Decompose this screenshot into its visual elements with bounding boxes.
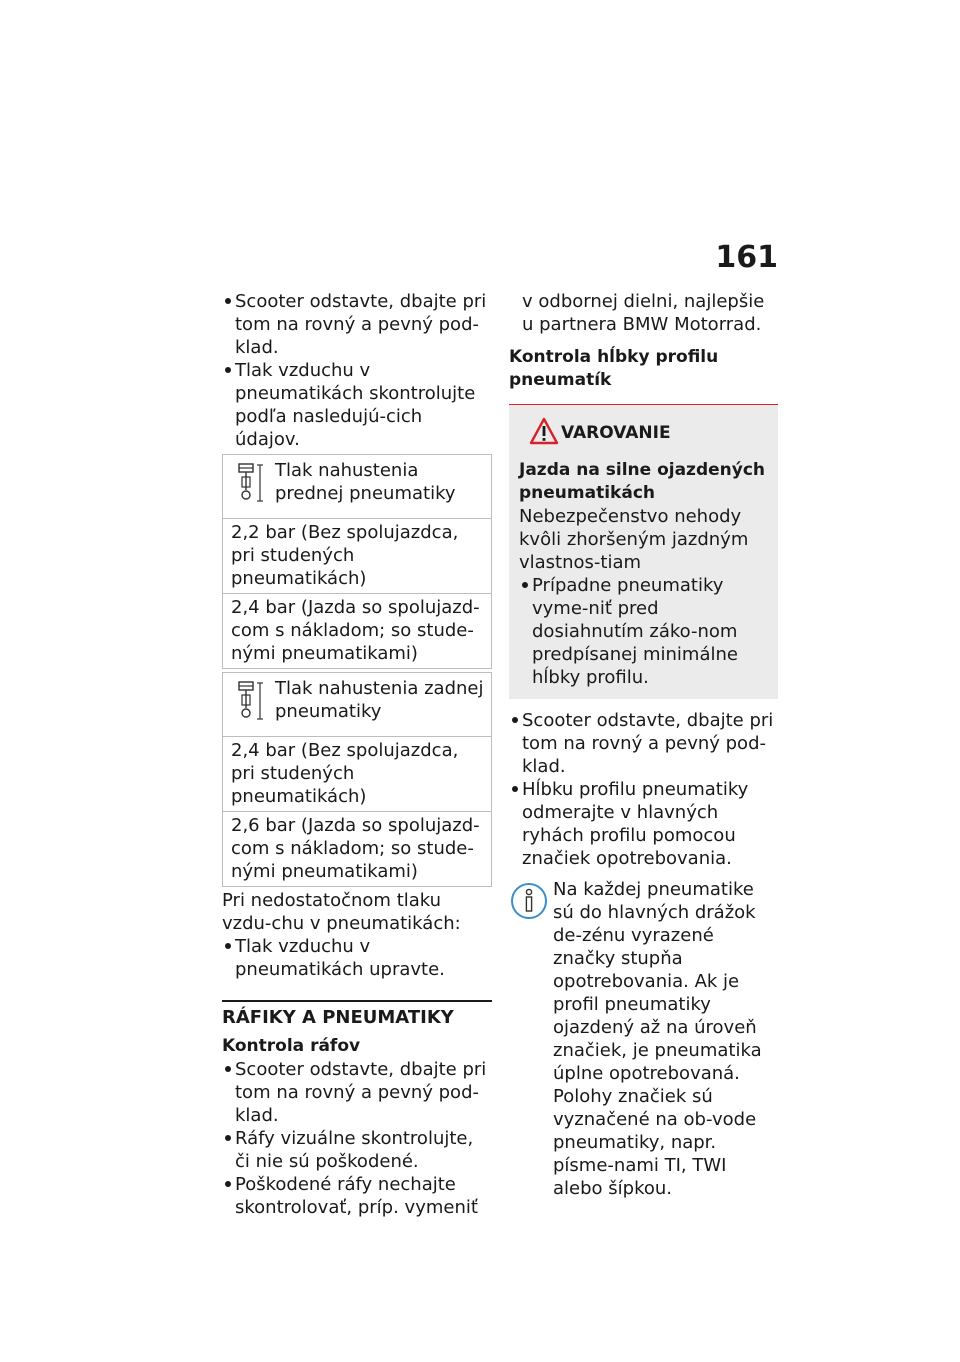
left-column [222,290,492,1219]
list-item: Tlak vzduchu v pneumatikách upravte. [222,935,492,981]
table-header [222,455,492,519]
info-text: Na každej pneumatike sú do hlavných drážok de-zénu vyrazené značky stupňa opotrebovania. Ak je profil pneumatiky ojazdený až na úroveň značiek, je pneumatika úplne opotrebovaná. Polohy značiek sú vyznačené na ob-vode pneumatiky, napr. písme-nami TI, TWI alebo šípkou. [553,879,762,1199]
list-item: Scooter odstavte, dbajte pri tom na rovný a pevný pod-klad. [222,290,492,359]
table-cell: 2,6 bar (Jazda so spolujazd-com s nákladom; so stude-nými pneumatikami) [231,815,480,882]
list-item: Ráfy vizuálne skontrolujte, či nie sú poškodené. [222,1127,492,1173]
list-item: Tlak vzduchu v pneumatikách skontrolujte podľa nasledujú-cich údajov. [222,359,492,451]
front-tire-pressure-table [222,454,492,669]
section-title: RÁFIKY A PNEUMATIKY [222,1007,454,1028]
body-text: Pri nedostatočnom tlaku vzdu-chu v pneumatikách: [222,890,461,934]
body-text: v odbornej dielni, najlepšie u partnera BMW Motorrad. [522,291,765,335]
table-row [222,812,492,887]
list-item: Scooter odstavte, dbajte pri tom na rovný a pevný pod-klad. [509,709,778,778]
warning-header [519,421,768,449]
section-divider [222,1000,492,1002]
tire-pressure-gauge-icon [237,681,263,721]
warning-box [509,404,778,699]
table-title: Tlak nahustenia prednej pneumatiky [275,460,456,504]
table-row [222,737,492,812]
table-row [222,519,492,594]
table-cell: 2,4 bar (Bez spolujazdca, pri studených pneumatikách) [231,740,459,807]
page-number: 161 [715,240,778,275]
table-header [222,673,492,737]
info-note [509,878,778,1200]
rear-tire-pressure-table [222,672,492,887]
warning-text: Nebezpečenstvo nehody kvôli zhoršeným jazdným vlastnos-tiam [519,506,749,573]
warning-label: VAROVANIE [561,423,671,443]
table-title: Tlak nahustenia zadnej pneumatiky [275,678,484,722]
warning-triangle-icon [529,417,559,445]
list-item: Poškodené ráfy nechajte skontrolovať, príp. vymeniť [222,1173,492,1219]
subsection-heading: Kontrola ráfov [222,1036,361,1056]
right-column [509,290,778,1200]
list-item: Scooter odstavte, dbajte pri tom na rovný a pevný pod-klad. [222,1058,492,1127]
tire-pressure-gauge-icon [237,463,263,503]
warning-subtitle: Jazda na silne ojazdených pneumatikách [519,460,766,503]
table-cell: 2,4 bar (Jazda so spolujazd-com s nákladom; so stude-nými pneumatikami) [231,597,480,664]
info-icon [509,878,549,920]
subsection-heading: Kontrola hĺbky profilu pneumatík [509,347,719,390]
table-row [222,594,492,669]
list-item: Hĺbku profilu pneumatiky odmerajte v hlavných ryhách profilu pomocou značiek opotrebovania. [509,778,778,870]
table-cell: 2,2 bar (Bez spolujazdca, pri studených pneumatikách) [231,522,459,589]
list-item: Prípadne pneumatiky vyme-niť pred dosiahnutím záko-nom predpísanej minimálne hĺbky profilu. [519,574,768,689]
